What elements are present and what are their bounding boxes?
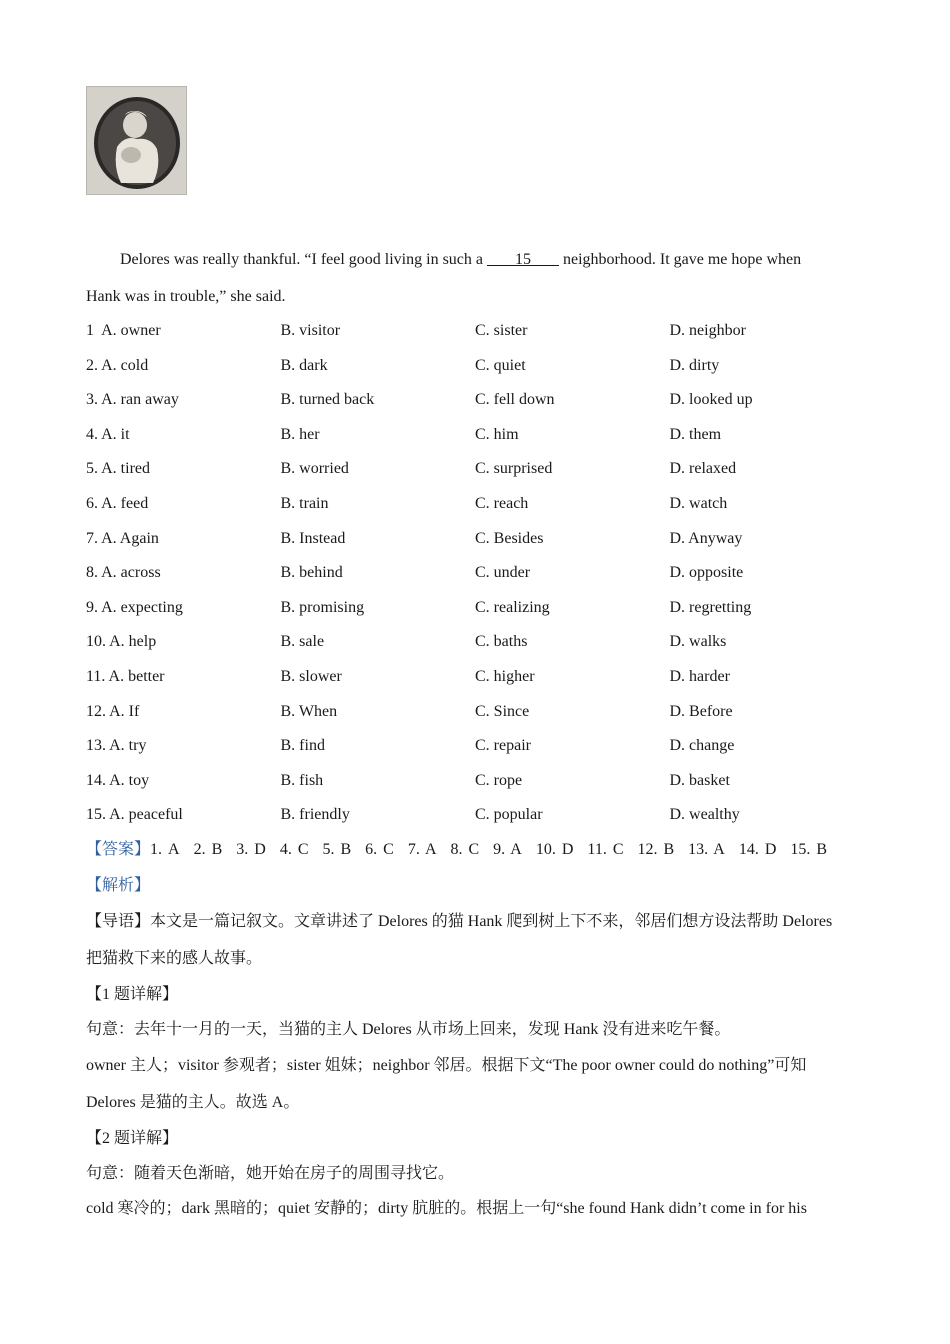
option-c: C. realizing <box>475 598 550 616</box>
option-a-text: A. help <box>109 633 157 651</box>
option-a <box>86 764 281 799</box>
answer-item: 6. C <box>365 841 394 858</box>
story-text-before: Delores was really thankful. “I feel good living in such a <box>120 251 487 268</box>
option-d: D. regretting <box>669 598 752 616</box>
option-c: C. surprised <box>475 460 553 478</box>
q1-explain-2: Delores 是猫的主人。故选 A。 <box>86 1094 300 1111</box>
option-a <box>86 798 281 833</box>
analysis-section <box>86 868 866 1226</box>
option-d: D. basket <box>669 771 730 789</box>
option-c: C. him <box>475 425 519 443</box>
question-row <box>86 452 866 487</box>
question-row <box>86 764 866 799</box>
portrait-photo <box>86 86 187 195</box>
option-d: D. change <box>669 737 735 755</box>
option-b: B. her <box>280 425 320 443</box>
intro-line-1: 【导语】本文是一篇记叙文。文章讲述了 Delores 的猫 Hank 爬到树上下不来，邻居们想方设法帮助 Delores <box>86 913 833 930</box>
option-b: B. train <box>280 494 329 512</box>
answer-item: 11. C <box>587 841 624 858</box>
answer-item: 15. B <box>790 841 828 858</box>
story-text-after: neighborhood. It gave me hope when <box>559 251 802 268</box>
option-b: B. sale <box>280 633 325 651</box>
question-number: 3. <box>86 391 98 409</box>
question-row <box>86 660 866 695</box>
answer-list <box>150 841 841 858</box>
option-a <box>86 729 281 764</box>
option-a <box>86 487 281 522</box>
answer-item: 13. A <box>688 841 725 858</box>
question-number: 9. <box>86 598 98 616</box>
question-number: 7. <box>86 529 98 547</box>
option-a <box>86 591 281 626</box>
option-c: C. rope <box>475 771 523 789</box>
option-b: B. When <box>280 702 338 720</box>
question-number: 15. <box>86 806 106 824</box>
question-row <box>86 383 866 418</box>
option-a <box>86 452 281 487</box>
option-c: C. repair <box>475 737 531 755</box>
option-d: D. dirty <box>669 356 720 374</box>
q1-heading: 【1 题详解】 <box>86 986 179 1003</box>
option-b: B. slower <box>280 667 342 685</box>
q2-explain-1: cold 寒冷的；dark 黑暗的；quiet 安静的；dirty 肮脏的。根据上一句“she found Hank didn’t come in for his <box>86 1200 807 1217</box>
question-row <box>86 695 866 730</box>
blank-15: 15 <box>515 251 531 268</box>
answer-item: 8. C <box>450 841 480 858</box>
story-line-2: Hank was in trouble,” she said. <box>86 288 286 305</box>
option-a <box>86 314 281 349</box>
question-row <box>86 522 866 557</box>
q2-meaning: 句意：随着天色渐暗，她开始在房子的周围寻找它。 <box>86 1165 455 1182</box>
option-d: D. harder <box>669 667 730 685</box>
question-row <box>86 487 866 522</box>
question-number: 10. <box>86 633 106 651</box>
options-list <box>86 314 866 833</box>
answer-item: 3. D <box>236 841 266 858</box>
question-row <box>86 729 866 764</box>
intro-line-2: 把猫救下来的感人故事。 <box>86 950 263 967</box>
question-number: 13. <box>86 737 106 755</box>
option-b: B. friendly <box>280 806 350 824</box>
option-a-text: A. tired <box>101 460 150 478</box>
answer-item: 5. B <box>322 841 352 858</box>
q1-meaning: 句意：去年十一月的一天，当猫的主人 Delores 从市场上回来，发现 Hank 没有进来吃午餐。 <box>86 1021 731 1038</box>
option-d: D. looked up <box>669 391 753 409</box>
question-number: 4. <box>86 425 98 443</box>
answer-item: 9. A <box>493 841 522 858</box>
answer-tag: 【答案】 <box>86 841 151 858</box>
answer-item: 12. B <box>637 841 675 858</box>
story-paragraph <box>86 241 866 315</box>
question-number: 8. <box>86 564 98 582</box>
answer-item: 2. B <box>193 841 223 858</box>
option-a-text: A. If <box>109 702 140 720</box>
option-a <box>86 383 281 418</box>
option-b: B. visitor <box>280 322 341 339</box>
option-d: D. neighbor <box>669 322 746 339</box>
option-a-text: A. cold <box>101 356 149 374</box>
option-b: B. turned back <box>280 391 375 409</box>
option-a <box>86 625 281 660</box>
option-a <box>86 522 281 557</box>
option-a-text: A. across <box>101 564 161 582</box>
option-d: D. Before <box>669 702 733 720</box>
question-number: 14. <box>86 771 106 789</box>
option-b: B. dark <box>280 356 328 374</box>
option-b: B. behind <box>280 564 343 582</box>
option-a-text: A. better <box>108 667 165 685</box>
option-a <box>86 695 281 730</box>
option-d: D. them <box>669 425 722 443</box>
option-c: C. baths <box>475 633 528 651</box>
option-c: C. quiet <box>475 356 526 374</box>
option-a <box>86 349 281 384</box>
option-a-text: A. try <box>109 737 147 755</box>
question-row <box>86 556 866 591</box>
option-c: C. higher <box>475 667 535 685</box>
option-c: C. under <box>475 564 531 582</box>
option-a-text: A. it <box>101 425 130 443</box>
option-a-text: A. toy <box>109 771 150 789</box>
option-b: B. find <box>280 737 325 755</box>
option-d: D. Anyway <box>669 529 743 547</box>
option-d: D. relaxed <box>669 460 737 478</box>
answer-item: 1. A <box>150 841 180 858</box>
option-b: B. Instead <box>280 529 346 547</box>
option-a-text: A. ran away <box>101 391 179 409</box>
question-row <box>86 591 866 626</box>
option-b: B. fish <box>280 771 324 789</box>
option-b: B. worried <box>280 460 349 478</box>
option-d: D. wealthy <box>669 806 740 824</box>
question-row <box>86 625 866 660</box>
option-c: C. Besides <box>475 529 544 547</box>
q1-explain-1: owner 主人；visitor 参观者；sister 姐妹；neighbor 邻居。根据下文“The poor owner could do nothing”可知 <box>86 1057 807 1074</box>
question-row <box>86 798 866 833</box>
option-d: D. walks <box>669 633 727 651</box>
option-a <box>86 660 281 695</box>
option-c: C. fell down <box>475 391 555 409</box>
answer-item: 4. C <box>279 841 309 858</box>
option-a-text: A. expecting <box>101 598 183 616</box>
answer-line <box>86 833 886 867</box>
option-c: C. popular <box>475 806 543 824</box>
question-number: 1 <box>86 322 94 339</box>
question-number: 11. <box>86 667 106 685</box>
option-c: C. Since <box>475 702 530 720</box>
answer-item: 7. A <box>407 841 437 858</box>
option-d: D. watch <box>669 494 728 512</box>
analysis-tag: 【解析】 <box>86 877 151 894</box>
question-row <box>86 418 866 453</box>
answer-item: 10. D <box>535 841 574 858</box>
option-a <box>86 418 281 453</box>
question-number: 12. <box>86 702 106 720</box>
option-a-text: A. peaceful <box>109 806 183 824</box>
question-number: 6. <box>86 494 98 512</box>
option-b: B. promising <box>280 598 365 616</box>
option-a-text: A. Again <box>101 529 159 547</box>
question-number: 5. <box>86 460 98 478</box>
question-row <box>86 349 866 384</box>
q2-heading: 【2 题详解】 <box>86 1130 179 1147</box>
option-a <box>86 556 281 591</box>
option-c: C. reach <box>475 494 529 512</box>
question-number: 2. <box>86 356 98 374</box>
option-c: C. sister <box>475 322 528 339</box>
answer-item: 14. D <box>738 841 777 858</box>
option-a-text: A. feed <box>101 494 149 512</box>
option-d: D. opposite <box>669 564 744 582</box>
option-a-text: A. owner <box>101 322 161 339</box>
question-row <box>86 314 866 349</box>
